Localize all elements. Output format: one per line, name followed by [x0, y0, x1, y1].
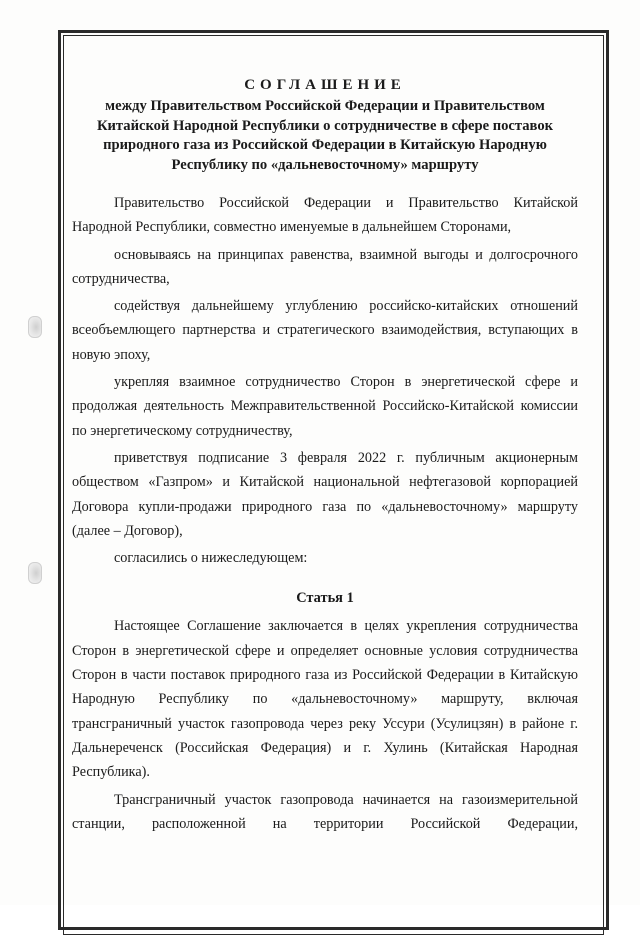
document-subtitle: между Правительством Российской Федерации и Правительством Китайской Народной Республики о сотрудничестве в сфере поставок природного газа из Российской Федерации в Китайскую Народную Республику по «дальневосточному» маршруту [96, 98, 554, 173]
preamble-paragraph-6: согласились о нижеследующем: [114, 550, 308, 567]
article-1-paragraph-1: Настоящее Соглашение заключается в целях укрепления сотрудничества Сторон в энергетической сфере и определяет основные условия сотрудничества Сторон в части поставок природного газа из Российской Федерации в Китайскую Народную Республику по «дальневосточному» маршруту, включая трансграничный участок газопровода через реку Уссури (Усулицзян) в районе г. Дальнереченск (Российская Федерация) и г. Хулинь (Китайская Народная Республика). [72, 618, 578, 781]
punch-hole-bottom [28, 562, 42, 584]
preamble-paragraph-5: приветствуя подписание 3 февраля 2022 г. публичным акционерным обществом «Газпром» и Китайской национальной нефтегазовой корпорацией Договора купли-продажи природного газа по «дальневосточному» маршруту (далее – Договор), [72, 449, 578, 539]
article-1-heading: Статья 1 [296, 590, 354, 607]
preamble-paragraph-1: Правительство Российской Федерации и Правительство Китайской Народной Республики, совместно именуемые в дальнейшем Сторонами, [72, 195, 578, 236]
preamble-paragraph-4: укрепляя взаимное сотрудничество Сторон в энергетической сфере и продолжая деятельность Межправительственной Российско-Китайской комиссии по энергетическому сотрудничеству, [72, 374, 578, 439]
article-1-paragraph-2-line-2: станции, расположенной на территории Российской Федерации, [72, 815, 578, 832]
punch-hole-top [28, 316, 42, 338]
article-1-paragraph-2-line-1: Трансграничный участок газопровода начинается на газоизмерительной [114, 791, 578, 808]
document-title: СОГЛАШЕНИЕ [244, 77, 406, 93]
preamble-paragraph-3: содействуя дальнейшему углублению российско-китайских отношений всеобъемлющего партнерства и стратегического взаимодействия, вступающих в новую эпоху, [72, 298, 578, 363]
document-body [72, 76, 578, 836]
preamble-paragraph-2: основываясь на принципах равенства, взаимной выгоды и долгосрочного сотрудничества, [72, 246, 578, 287]
